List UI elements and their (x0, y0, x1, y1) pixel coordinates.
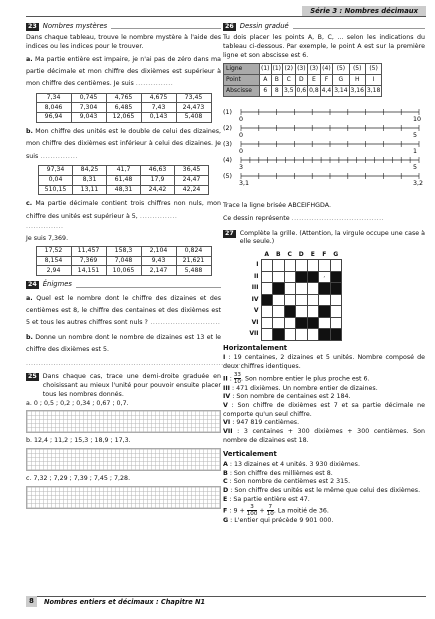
line-start: 0 (239, 148, 244, 156)
points-cell: 0,8 (308, 86, 321, 97)
grid-cell (330, 283, 342, 295)
table-cell: 24,473 (176, 103, 211, 113)
grid-cell[interactable] (284, 329, 296, 341)
table-cell: 158,3 (106, 246, 141, 256)
horizontal-clue: III : 471 dixièmes. Un nombre entier de dizaines. (223, 384, 378, 392)
table-row (39, 165, 209, 175)
points-row (224, 86, 382, 97)
table-row (36, 93, 211, 103)
exercise-23-answer: ............... (26, 222, 64, 230)
row-label: VII (249, 330, 259, 338)
points-cell: 3,5 (283, 86, 296, 97)
table-row (39, 175, 209, 185)
grid-cell[interactable] (284, 317, 296, 329)
table-row (36, 246, 211, 256)
table-cell: 4,675 (141, 93, 176, 103)
number-table-b (38, 165, 209, 195)
points-cell: 8 (271, 86, 283, 97)
points-cell: (4) (320, 64, 333, 75)
line-end: 5 (413, 164, 418, 172)
table-cell: 24,42 (141, 185, 175, 195)
grid-cell[interactable] (296, 283, 308, 295)
exercise-number: 23 (28, 22, 37, 30)
column-label: B (275, 250, 281, 258)
table-cell: 36,45 (175, 165, 209, 175)
grid-a (26, 410, 221, 433)
row-label: V (253, 307, 259, 315)
row-label: III (251, 284, 259, 292)
points-cell: (3) (295, 64, 308, 75)
horizontal-clue: VII : 3 centaines + 300 dixièmes + 300 centièmes. Son nombre de dizaines est 18. (223, 428, 425, 444)
line-start: 3 (239, 164, 244, 172)
table-cell: 0,143 (141, 113, 176, 123)
grid-cell (296, 317, 308, 329)
points-cell: 4,4 (320, 86, 333, 97)
table-cell: 510,15 (39, 185, 73, 195)
points-table (223, 63, 382, 97)
row-header: Abscisse (224, 86, 260, 97)
exercise-24-part-b: b. Donne un nombre dont le nombre de dizaines est 13 et le chiffre des dixièmes est 5. (26, 333, 221, 353)
table-cell: 0,824 (176, 246, 211, 256)
grid-c (26, 486, 221, 509)
column-label: G (333, 250, 339, 258)
points-cell: (3) (308, 64, 321, 75)
grid-cell[interactable] (319, 294, 331, 306)
exercise-25-a: a. 0 ; 0,5 ; 0,2 ; 0,34 ; 0,67 ; 0,7. (26, 399, 129, 407)
exercise-26-heading: 26 Dessin gradué (223, 22, 425, 31)
horizontal-clue: V : Son chiffre de dixièmes est 7 et sa partie décimale ne comporte qu'un seul chiffre. (223, 402, 425, 418)
points-cell: (5) (365, 64, 381, 75)
table-cell: 10,065 (106, 266, 141, 276)
table-cell: 7,048 (106, 256, 141, 266)
table-cell: 14,151 (71, 266, 106, 276)
vertical-clues (223, 461, 425, 526)
line-label: (3) (223, 141, 232, 149)
table-cell: 8,31 (73, 175, 107, 185)
vertical-clue: A : 13 dizaines et 4 unités. 3 930 dixièmes. (223, 460, 360, 468)
table-row (36, 266, 211, 276)
points-cell: 3,16 (349, 86, 365, 97)
grid-cell[interactable] (273, 306, 285, 318)
exercise-23-heading (26, 22, 221, 31)
grid-cell (273, 329, 285, 341)
line-end: 10 (413, 116, 422, 124)
table-cell: 42,24 (175, 185, 209, 195)
points-cell: (1) (260, 64, 272, 75)
points-cell: (2) (283, 64, 296, 75)
number-table-a (36, 93, 212, 123)
points-cell: H (349, 75, 365, 86)
line-label: (2) (223, 125, 232, 133)
points-cell: 3,18 (365, 86, 381, 97)
table-cell: 2,147 (141, 266, 176, 276)
vertical-title: Verticalement (223, 450, 277, 459)
grid-cell[interactable] (319, 260, 331, 272)
exercise-23-part-a: a. Ma partie entière est impaire, je n'ai pas de zéro dans ma partie décimale et mon chiffre des dixièmes est supérieur à mon chiffre des centièmes. Je suis ............... (26, 55, 221, 88)
table-cell: 4,765 (106, 93, 141, 103)
horizontal-clue: VI : 947 819 centièmes. (223, 419, 300, 427)
table-cell: 8,154 (36, 256, 71, 266)
grid-cell[interactable] (273, 317, 285, 329)
page-footer (26, 596, 426, 606)
points-cell: (5) (333, 64, 349, 75)
line-start: 0 (239, 132, 244, 140)
table-cell: 73,45 (176, 93, 211, 103)
vertical-clue: F : 9 + $\frac{3}{100}$ + $\frac{7}{10}$ . La moitié de 36. (223, 504, 329, 518)
table-row (36, 256, 211, 266)
points-cell: F (320, 75, 333, 86)
points-cell: G (333, 75, 349, 86)
grid-cell[interactable] (273, 271, 285, 283)
points-cell: 6 (260, 86, 272, 97)
page-number: 8 (26, 596, 37, 607)
grid-cell (307, 271, 319, 283)
grid-cell[interactable] (261, 271, 273, 283)
horizontal-clue: I : 19 centaines, 2 dizaines et 5 unités. Nombre composé de deux chiffres identiques. (223, 354, 425, 370)
table-cell: 21,621 (176, 256, 211, 266)
grid-cell[interactable] (296, 329, 308, 341)
horizontal-clue: II : $\frac{33}{10}$ . Son nombre entier le plus proche est 6. (223, 371, 370, 385)
grid-cell[interactable] (284, 260, 296, 272)
table-cell: 0,745 (71, 93, 106, 103)
number-table-c (36, 246, 212, 276)
table-cell: 11,457 (71, 246, 106, 256)
row-header: Ligne (224, 64, 260, 75)
grid-cell[interactable]: , (319, 271, 331, 283)
line-end: 5 (413, 132, 418, 140)
table-row (36, 103, 211, 113)
vertical-clue: C : Son nombre de centièmes est 2 315. (223, 478, 351, 486)
crossword-grid (249, 251, 342, 341)
vertical-clue: E : Sa partie entière est 47. (223, 495, 310, 503)
exercise-26-drawing: Ce dessin représente ..................................... (223, 214, 385, 222)
table-cell: 97,34 (39, 165, 73, 175)
grid-cell (273, 283, 285, 295)
column-label: E (310, 250, 315, 258)
points-row (224, 75, 382, 86)
row-label: II (254, 272, 259, 280)
row-label: VI (251, 318, 259, 326)
table-cell: 8,046 (36, 103, 71, 113)
grid-cell (330, 271, 342, 283)
grid-cell[interactable] (296, 294, 308, 306)
exercise-26-intro: Tu dois placer les points A, B, C, ... selon les indications du tableau ci-dessous. Par exemple, le point A est sur la première ligne et son abscisse est 6. (223, 34, 425, 59)
grid-cell[interactable] (261, 260, 273, 272)
grid-cell (330, 329, 342, 341)
table-cell: 6,485 (106, 103, 141, 113)
points-row (224, 64, 382, 75)
grid-cell[interactable] (330, 317, 342, 329)
grid-cell[interactable] (284, 283, 296, 295)
grid-cell[interactable] (307, 283, 319, 295)
horizontal-clue: IV : Son nombre de centaines est 2 184. (223, 393, 351, 401)
exercise-26-trace: Trace la ligne brisée ABCEIFHGDA. (223, 202, 331, 210)
grid-cell[interactable] (273, 260, 285, 272)
points-cell: (1) (271, 64, 283, 75)
line-label: (5) (223, 173, 232, 181)
line-start: 3,1 (239, 180, 250, 188)
exercise-25-b: b. 12,4 ; 11,2 ; 15,3 ; 18,9 ; 17,3. (26, 437, 131, 445)
exercise-25-heading: 25 Dans chaque cas, trace une demi-droite graduée en choisissant au mieux l'unité pour pouvoir ensuite placer tous les nombres donnés. (28, 373, 221, 398)
table-cell: 7,304 (71, 103, 106, 113)
footer-title: Nombres entiers et décimaux : Chapitre N1 (44, 598, 206, 606)
table-cell: 46,63 (141, 165, 175, 175)
grid-cell (319, 283, 331, 295)
exercise-title: Nombres mystères (42, 22, 108, 30)
table-cell: 5,488 (176, 266, 211, 276)
table-cell: 7,43 (141, 103, 176, 113)
grid-cell[interactable] (296, 306, 308, 318)
points-cell: 3,14 (333, 86, 349, 97)
points-cell: E (308, 75, 321, 86)
grid-cell[interactable] (319, 317, 331, 329)
table-cell: 41,7 (107, 165, 141, 175)
grid-cell (296, 271, 308, 283)
grid-cell[interactable] (273, 294, 285, 306)
exercise-27-heading: 27 Complète la grille. (Attention, la virgule occupe une case à elle seule.) (225, 229, 425, 246)
exercise-24-heading: 24 Énigmes (26, 280, 221, 289)
table-cell: 84,25 (73, 165, 107, 175)
table-cell: 17,52 (36, 246, 71, 256)
column-label: D (298, 250, 304, 258)
table-cell: 96,94 (36, 113, 71, 123)
points-cell: A (260, 75, 272, 86)
points-cell: 0,6 (295, 86, 308, 97)
grid-cell[interactable] (307, 260, 319, 272)
table-cell: 2,94 (36, 266, 71, 276)
table-cell: 24,47 (175, 175, 209, 185)
grid-cell[interactable] (261, 306, 273, 318)
vertical-clue: G : L'entier qui précède 9 901 000. (223, 517, 334, 525)
grid-cell (307, 317, 319, 329)
points-cell: (5) (349, 64, 365, 75)
points-cell: B (271, 75, 283, 86)
row-label: I (256, 261, 259, 269)
table-cell: 13,11 (73, 185, 107, 195)
table-cell: 17,9 (141, 175, 175, 185)
page-header (26, 6, 426, 17)
number-lines (223, 104, 425, 194)
exercise-23-part-b: b. Mon chiffre des unités est le double de celui des dizaines, mon chiffre des dixièmes est inférieur à celui des dizaines. Je suis ............... (26, 128, 221, 160)
table-cell: 9,43 (141, 256, 176, 266)
table-cell: 9,043 (71, 113, 106, 123)
line-label: (1) (223, 109, 232, 117)
vertical-clue: B : Son chiffre des millièmes est 8. (223, 469, 333, 477)
grid-cell[interactable] (307, 329, 319, 341)
line-end: 3,2 (413, 180, 424, 188)
points-cell: C (283, 75, 296, 86)
vertical-clue: D : Son chiffre des unités est le même que celui des dixièmes. (223, 486, 421, 494)
points-cell: I (365, 75, 381, 86)
answer-line: ........................................................................................ (26, 360, 247, 368)
table-cell: 5,408 (176, 113, 211, 123)
grid-cell (319, 329, 331, 341)
horizontal-title: Horizontalement (223, 343, 288, 352)
table-cell: 48,31 (107, 185, 141, 195)
column-label: F (322, 250, 327, 258)
grid-cell[interactable] (261, 317, 273, 329)
right-column (223, 21, 425, 526)
series-title: Série 3 : Nombres décimaux (302, 6, 426, 16)
grid-cell[interactable] (284, 271, 296, 283)
grid-cell (284, 306, 296, 318)
grid-cell[interactable] (330, 294, 342, 306)
table-row (39, 185, 209, 195)
line-label: (4) (223, 157, 232, 165)
table-row (36, 113, 211, 123)
column-label: C (287, 250, 292, 258)
exercise-23-c-answer: Je suis 7,369. (26, 235, 69, 243)
line-end: 1 (413, 148, 418, 156)
grid-cell[interactable] (307, 306, 319, 318)
table-cell: 7,34 (36, 93, 71, 103)
column-label: A (264, 250, 270, 258)
grid-cell[interactable] (284, 294, 296, 306)
grid-cell[interactable] (261, 329, 273, 341)
points-cell: D (295, 75, 308, 86)
grid-cell[interactable] (307, 294, 319, 306)
line-start: 0 (239, 116, 244, 124)
table-cell: 12,065 (106, 113, 141, 123)
exercise-25-c: c. 7,32 ; 7,29 ; 7,39 ; 7,45 ; 7,28. (26, 474, 131, 482)
row-header: Point (224, 75, 260, 86)
exercise-23-part-c: c. Ma partie décimale contient trois chiffres non nuls, mon chiffre des unités est supérieur à 5, ............... (26, 200, 221, 220)
table-cell: 0,04 (39, 175, 73, 185)
row-label: IV (251, 295, 259, 303)
table-cell: 7,369 (71, 256, 106, 266)
table-cell: 61,48 (107, 175, 141, 185)
grid-b (26, 448, 221, 471)
grid-cell (319, 306, 331, 318)
table-cell: 2,104 (141, 246, 176, 256)
grid-cell[interactable] (261, 283, 273, 295)
grid-cell (261, 294, 273, 306)
grid-cell[interactable] (330, 260, 342, 272)
grid-cell[interactable] (330, 306, 342, 318)
grid-cell[interactable] (296, 260, 308, 272)
exercise-23-intro: Dans chaque tableau, trouve le nombre mystère à l'aide des indices ou les indices pour le trouver. (26, 34, 221, 51)
horizontal-clues (223, 354, 425, 445)
exercise-24-part-a: a. Quel est le nombre dont le chiffre des dizaines et des centièmes est 8, le chiffre des centaines et des dixièmes est 5 et tous les autres chiffres sont nuls ? ............................ (26, 294, 221, 327)
